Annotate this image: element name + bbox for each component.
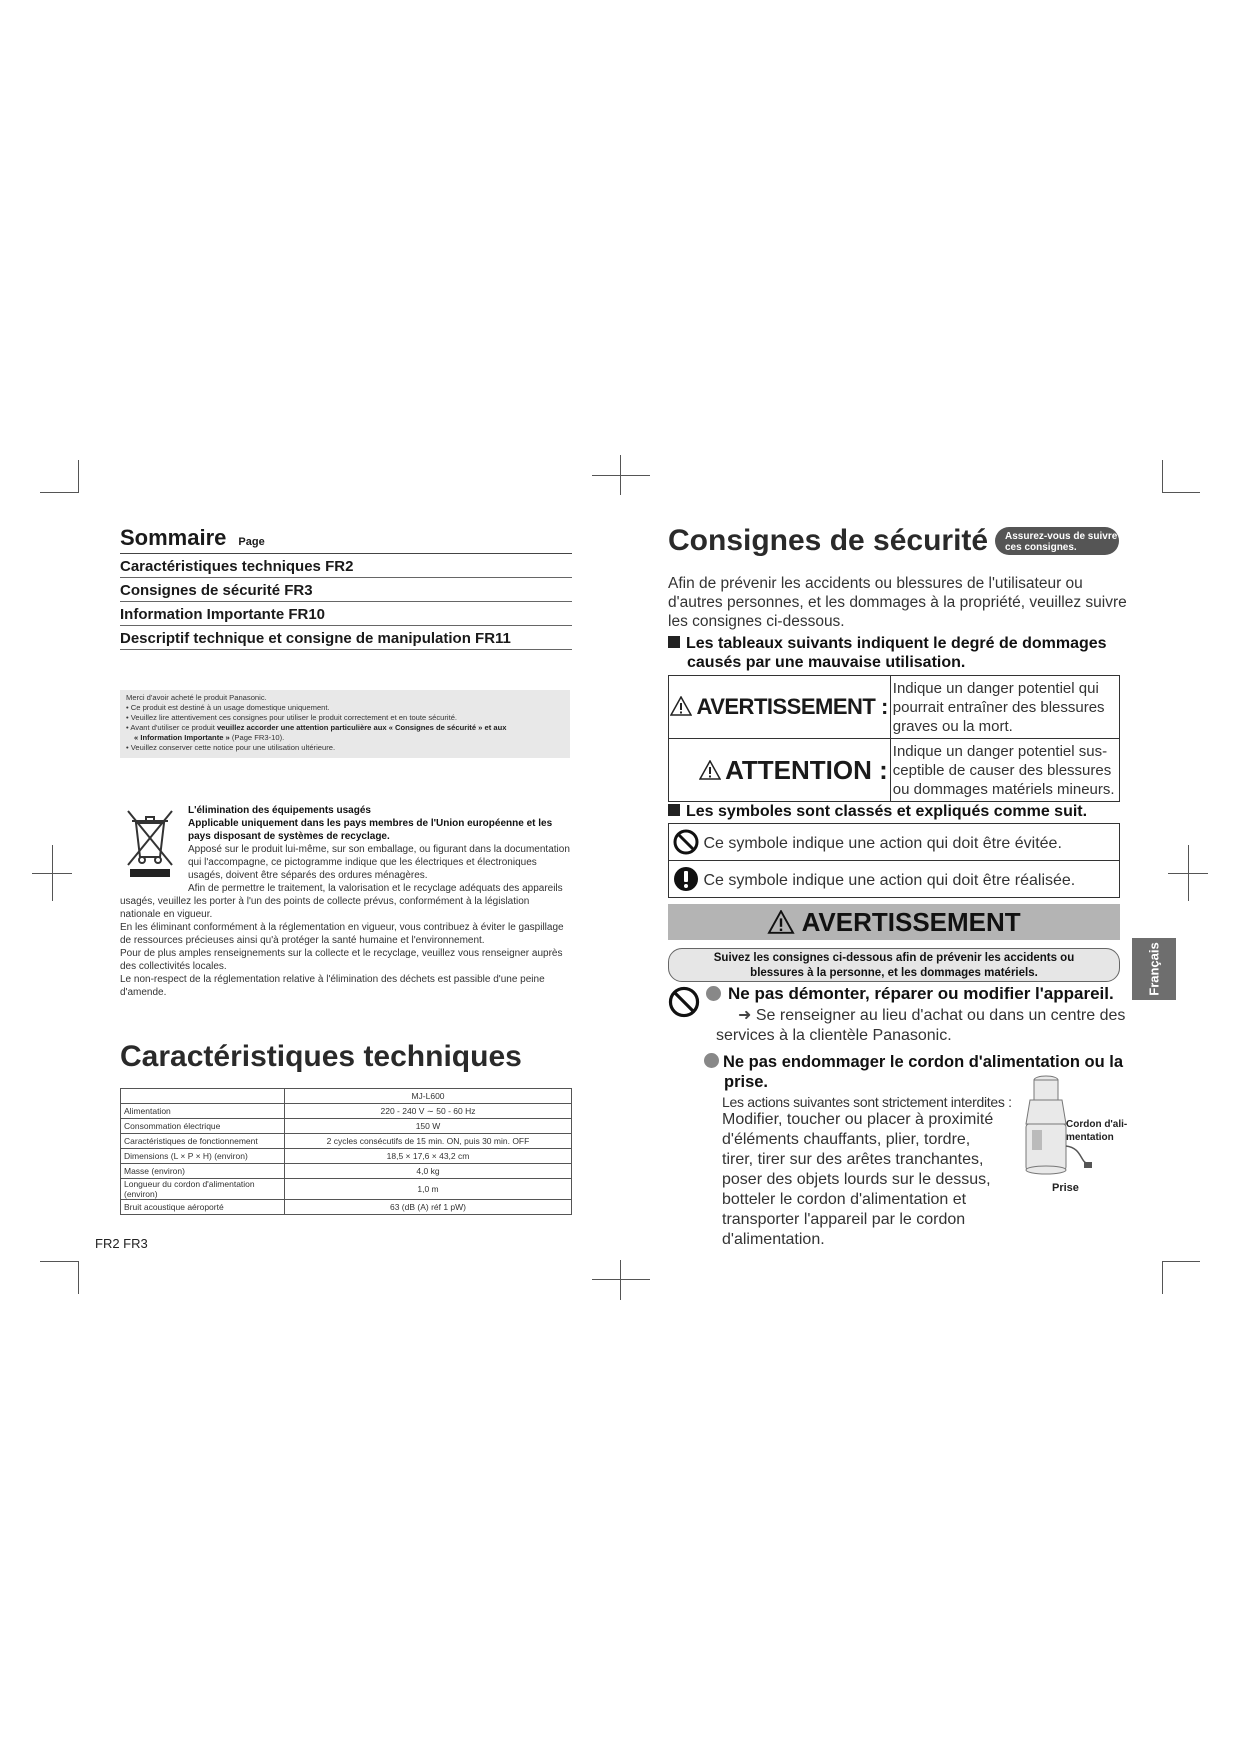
crop-mark xyxy=(40,1261,78,1262)
warning-bar-label: AVERTISSEMENT xyxy=(801,907,1021,937)
table-row xyxy=(669,824,1120,861)
warning-note: Suivez les consignes ci-dessous afin de prévenir les accidents ou blessures à la personne, et les dommages matériels. xyxy=(668,948,1120,982)
thank-you-box xyxy=(120,690,570,758)
safety-badge: Assurez-vous de suivre ces consignes. xyxy=(995,527,1119,555)
language-tab[interactable]: Français xyxy=(1132,938,1176,1000)
rule-title: Ne pas démonter, réparer ou modifier l'appareil. xyxy=(728,984,1114,1003)
weee-text: Afin de permettre le traitement, la valorisation et le recyclage adéquats des appareils xyxy=(188,883,563,894)
safety-title: Consignes de sécurité xyxy=(668,524,989,557)
crop-mark xyxy=(1162,1261,1163,1294)
crop-mark xyxy=(40,492,78,493)
warning-triangle-icon xyxy=(767,910,795,934)
table-of-contents xyxy=(120,525,572,650)
merci-line: « Information Importante » (Page FR3-10). xyxy=(134,733,285,742)
rule-text: ➜ Se renseigner au lieu d'achat ou dans un centre des services à la clientèle Panasonic. xyxy=(716,1007,1126,1044)
symbols-table xyxy=(668,823,1120,898)
warning-triangle-icon xyxy=(699,760,721,780)
crop-mark xyxy=(620,1260,621,1300)
table-row: Bruit acoustique aéroporté 63 (dB (A) réf 1 pW) xyxy=(121,1200,572,1215)
crop-mark xyxy=(1162,492,1200,493)
crop-mark xyxy=(592,1279,650,1280)
crop-mark xyxy=(78,1261,79,1294)
crop-mark xyxy=(1168,873,1208,874)
weee-text: Le non-respect de la réglementation relative à l'élimination des déchets est passible d'une peine d'amende. xyxy=(120,974,545,998)
table-row: Longueur du cordon d'alimentation (environ) 1,0 m xyxy=(121,1179,572,1200)
table-row: Caractéristiques de fonctionnement 2 cycles consécutifs de 15 min. ON, puis 30 min. OFF xyxy=(121,1134,572,1149)
table-row xyxy=(669,676,1120,739)
level-key: ATTENTION : xyxy=(725,754,888,785)
merci-line: Merci d'avoir acheté le produit Panasonic. xyxy=(126,693,267,702)
merci-line: • Ce produit est destiné à un usage domestique uniquement. xyxy=(126,703,330,712)
toc-row[interactable]: Caractéristiques techniques FR2 xyxy=(120,554,572,578)
toc-header xyxy=(120,525,572,554)
warning-bar xyxy=(668,904,1120,940)
toc-title: Sommaire xyxy=(120,525,227,550)
severity-table xyxy=(668,675,1120,802)
specs-table xyxy=(120,1088,572,1215)
weee-text: Apposé sur le produit lui-même, sur son emballage, ou figurant dans la documentation qui l'accompagne, ce pictogramme indique que les électriques et électroniques usagés, doivent être séparés des ordures ménagères. xyxy=(188,844,570,881)
mandatory-icon xyxy=(673,866,699,892)
weee-text: usagés, veuillez les porter à l'un des points de collecte prévus, conformément à la législation nationale en vigueur. xyxy=(120,896,530,920)
toc-row[interactable]: Consignes de sécurité FR3 xyxy=(120,578,572,602)
square-bullet-icon xyxy=(668,804,680,816)
level-desc: Indique un danger potentiel qui pourrait entraîner des blessures graves ou la mort. xyxy=(890,676,1119,739)
crop-mark xyxy=(592,475,650,476)
weee-text: Pour de plus amples renseignements sur la collecte et le recyclage, veuillez vous renseigner auprès des collectivités locales. xyxy=(120,948,563,972)
weee-notice xyxy=(120,804,572,999)
safety-intro: Afin de prévenir les accidents ou blessures de l'utilisateur ou d'autres personnes, et les dommages à la propriété, veuillez suivre les consignes ci-dessous. xyxy=(668,575,1127,630)
merci-line: • Veuillez lire attentivement ces consignes pour utiliser le produit correctement et en toute sécurité. xyxy=(126,713,458,722)
prohibited-icon xyxy=(673,829,699,855)
symbol-text: Ce symbole indique une action qui doit être réalisée. xyxy=(703,872,1076,889)
crop-mark xyxy=(1162,460,1163,493)
bullet-dot-icon xyxy=(704,1053,719,1068)
table-row xyxy=(669,861,1120,898)
rule-text: Modifier, toucher ou placer à proximité d'éléments chauffants, plier, tordre, tirer, tirer sur des arêtes tranchantes, poser des objets lourds sur le dessus, botteler le cordon d'alimentation et transporter l'appareil par le cordon d'alimentation. xyxy=(722,1111,994,1248)
toc-row[interactable]: Information Importante FR10 xyxy=(120,602,572,626)
model-cell: MJ-L600 xyxy=(285,1089,572,1104)
crop-mark xyxy=(1162,1261,1200,1262)
rule-item xyxy=(668,984,1138,1044)
crop-mark xyxy=(78,460,79,493)
warning-triangle-icon xyxy=(670,696,692,716)
section-heading: Les tableaux suivants indiquent le degré de dommages causés par une mauvaise utilisation. xyxy=(668,634,1128,672)
level-key: AVERTISSEMENT : xyxy=(696,694,888,719)
rule-title: Ne pas endommager le cordon d'alimentation ou la prise. xyxy=(704,1052,1124,1092)
table-row xyxy=(669,739,1120,802)
merci-line: • Veuillez conserver cette notice pour une utilisation ultérieure. xyxy=(126,743,336,752)
table-row: Masse (environ) 4,0 kg xyxy=(121,1164,572,1179)
toc-page-label: Page xyxy=(238,536,265,548)
level-desc: Indique un danger potentiel sus- ceptible de causer des blessures ou dommages matériels mineurs. xyxy=(890,739,1119,802)
cord-label: Cordon d'ali- mentation xyxy=(1066,1119,1128,1143)
table-row xyxy=(121,1089,572,1104)
square-bullet-icon xyxy=(668,636,680,648)
weee-title: L'élimination des équipements usagés xyxy=(188,805,371,816)
symbol-text: Ce symbole indique une action qui doit être évitée. xyxy=(703,835,1062,852)
section-heading: Les symboles sont classés et expliqués comme suit. xyxy=(668,802,1128,821)
table-row: Dimensions (L × P × H) (environ) 18,5 × 17,6 × 43,2 cm xyxy=(121,1149,572,1164)
table-row: Consommation électrique 150 W xyxy=(121,1119,572,1134)
specs-title: Caractéristiques techniques xyxy=(120,1040,522,1073)
bullet-dot-icon xyxy=(706,986,721,1001)
prohibited-icon xyxy=(668,986,700,1018)
page-numbers: FR2 FR3 xyxy=(95,1236,148,1251)
table-row: Alimentation 220 - 240 V ∼ 50 - 60 Hz xyxy=(121,1104,572,1119)
toc-row[interactable]: Descriptif technique et consigne de manipulation FR11 xyxy=(120,626,572,650)
plug-label: Prise xyxy=(1052,1182,1079,1194)
crop-mark xyxy=(32,873,72,874)
merci-line: • Avant d'utiliser ce produit veuillez accorder une attention particulière aux « Consignes de sécurité » et aux xyxy=(126,723,507,732)
weee-text: En les éliminant conformément à la réglementation en vigueur, vous contribuez à éviter le gaspillage de ressources précieuses ainsi qu'à protéger la santé humaine et l'environnement. xyxy=(120,922,564,946)
arrow-right-icon: ➜ xyxy=(738,1007,752,1024)
weee-subtitle: Applicable uniquement dans les pays membres de l'Union européenne et les pays disposant de systèmes de recyclage. xyxy=(188,818,553,842)
rule-subtext: Les actions suivantes sont strictement interdites : xyxy=(722,1094,1012,1110)
